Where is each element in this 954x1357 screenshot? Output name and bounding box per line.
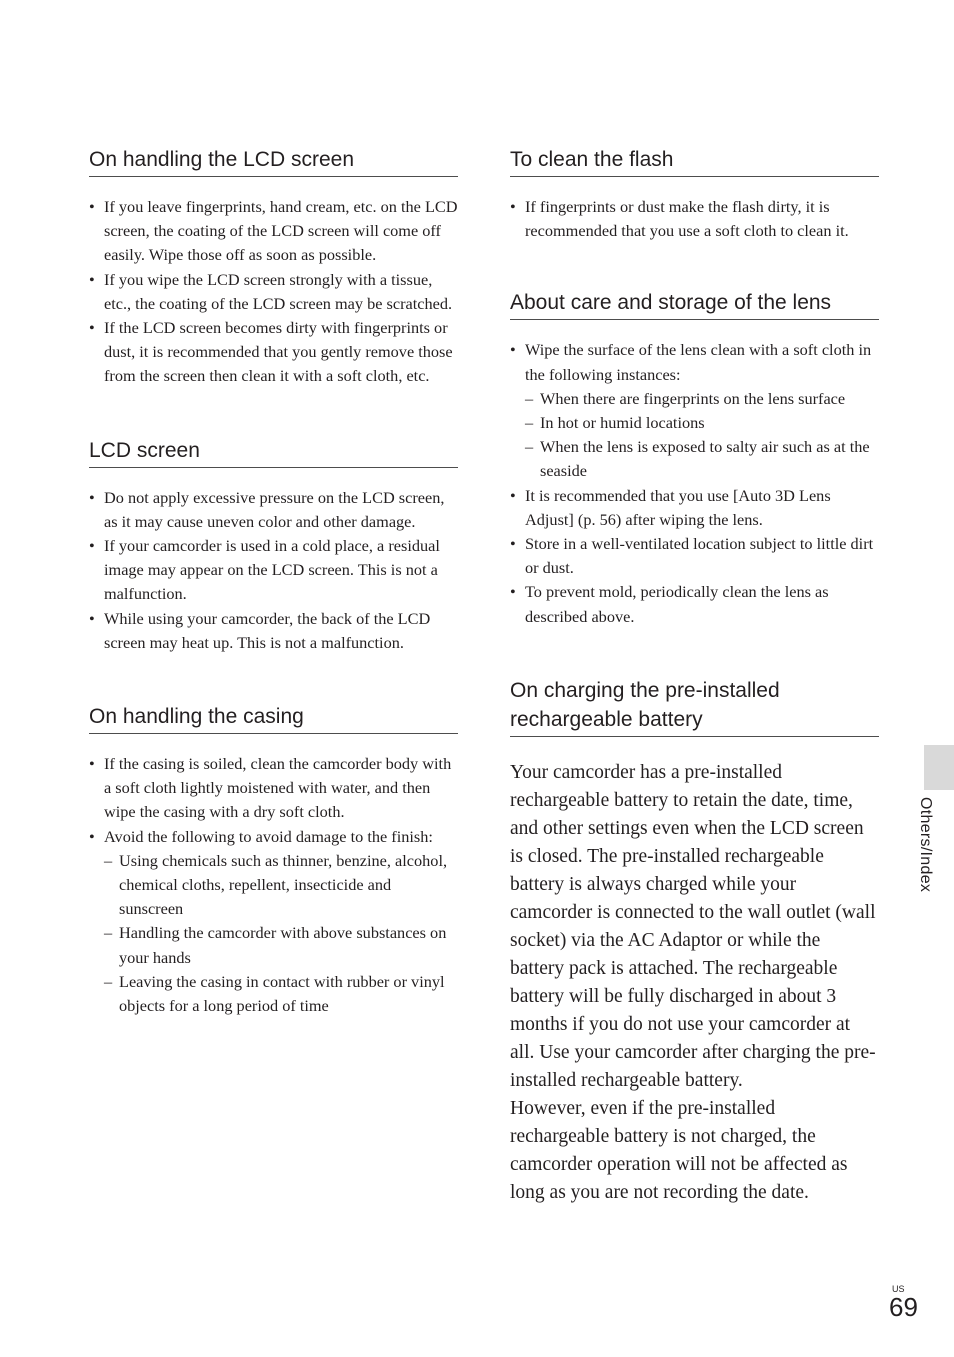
- section-heading: To clean the flash: [510, 145, 879, 177]
- section-heading: On charging the pre-installed rechargeable battery: [510, 676, 879, 737]
- sub-list-item: – Handling the camcorder with above substances on your hands: [104, 921, 458, 969]
- bullet-list: [89, 195, 458, 389]
- paragraph: Your camcorder has a pre-installed rechargeable battery to retain the date, time, and other settings even when the LCD screen is closed. The pre-installed rechargeable battery is always charged while your camcorder is connected to the wall outlet (wall socket) via the AC Adaptor or while the battery pack is attached. The rechargeable battery will be fully discharged in about 3 months if you do not use your camcorder at all. Use your camcorder after charging the pre-installed rechargeable battery.: [510, 761, 876, 1091]
- sub-list-item: – When there are fingerprints on the lens surface: [525, 387, 879, 411]
- list-item: • Store in a well-ventilated location subject to little dirt or dust.: [510, 532, 879, 580]
- list-item: • It is recommended that you use [Auto 3D Lens Adjust] (p. 56) after wiping the lens.: [510, 484, 879, 532]
- page-number: 69: [889, 1292, 918, 1322]
- sub-list-item: – Leaving the casing in contact with rubber or vinyl objects for a long period of time: [104, 970, 458, 1018]
- bullet-list: [89, 752, 458, 1018]
- list-item: • If your camcorder is used in a cold place, a residual image may appear on the LCD screen. This is not a malfunction.: [89, 534, 458, 607]
- section-lcd-handling: [89, 145, 458, 389]
- dash-list: [104, 849, 458, 1018]
- list-item: • If the LCD screen becomes dirty with fingerprints or dust, it is recommended that you gently remove those from the screen then clean it with a soft cloth, etc.: [89, 316, 458, 389]
- section-heading: LCD screen: [89, 436, 458, 468]
- section-battery: [510, 676, 879, 1207]
- list-item-text: Avoid the following to avoid damage to the finish:: [104, 826, 433, 846]
- list-item: • Do not apply excessive pressure on the LCD screen, as it may cause uneven color and other damage.: [89, 486, 458, 534]
- list-item: • If the casing is soiled, clean the camcorder body with a soft cloth lightly moistened with water, and then wipe the casing with a dry soft cloth.: [89, 752, 458, 825]
- list-item: • While using your camcorder, the back of the LCD screen may heat up. This is not a malfunction.: [89, 607, 458, 655]
- section-casing: [89, 702, 458, 1018]
- section-heading: On handling the LCD screen: [89, 145, 458, 177]
- section-flash: [510, 145, 879, 243]
- bullet-list: [510, 338, 879, 628]
- side-section-label: Others/Index: [917, 797, 934, 893]
- list-item: • If you wipe the LCD screen strongly with a tissue, etc., the coating of the LCD screen may be scratched.: [89, 268, 458, 316]
- sub-list-item: – In hot or humid locations: [525, 411, 879, 435]
- list-item-text: Wipe the surface of the lens clean with a soft cloth in the following instances:: [525, 340, 872, 384]
- section-lcd-screen: [89, 436, 458, 655]
- list-item: [510, 338, 879, 483]
- dash-list: [525, 387, 879, 484]
- left-column: [89, 145, 458, 1065]
- paragraph: However, even if the pre-installed rechargeable battery is not charged, the camcorder operation will not be affected as long as you are not recording the date.: [510, 1097, 848, 1203]
- list-item: • If fingerprints or dust make the flash dirty, it is recommended that you use a soft cloth to clean it.: [510, 195, 879, 243]
- bullet-list: [89, 486, 458, 655]
- list-item: [89, 825, 458, 1019]
- section-tab-marker: [924, 745, 954, 790]
- bullet-list: [510, 195, 879, 243]
- list-item: • To prevent mold, periodically clean the lens as described above.: [510, 580, 879, 628]
- section-lens: [510, 288, 879, 628]
- section-heading: On handling the casing: [89, 702, 458, 734]
- sub-list-item: – Using chemicals such as thinner, benzine, alcohol, chemical cloths, repellent, insecticide and sunscreen: [104, 849, 458, 922]
- sub-list-item: – When the lens is exposed to salty air such as at the seaside: [525, 435, 879, 483]
- right-column: [510, 145, 879, 1254]
- section-heading: About care and storage of the lens: [510, 288, 879, 320]
- region-code: US: [892, 1284, 905, 1294]
- list-item: • If you leave fingerprints, hand cream, etc. on the LCD screen, the coating of the LCD screen will come off easily. Wipe those off as soon as possible.: [89, 195, 458, 268]
